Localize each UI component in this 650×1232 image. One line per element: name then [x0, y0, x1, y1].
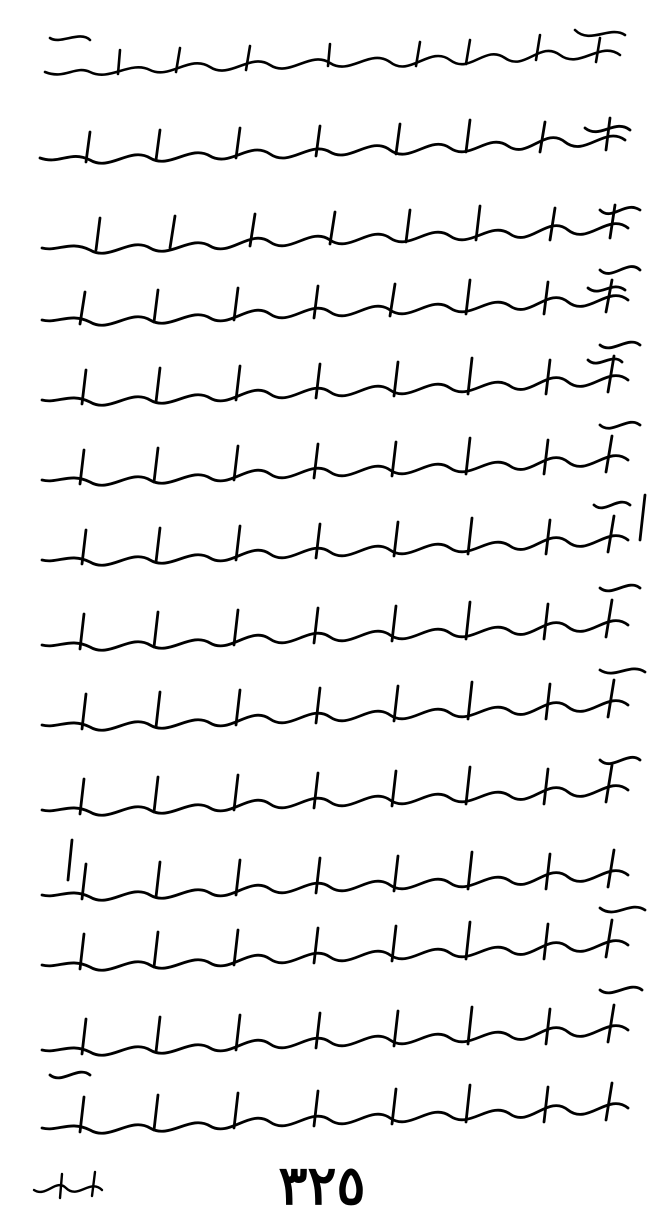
manuscript-line-2 [40, 118, 630, 163]
manuscript-line-6 [42, 422, 640, 485]
manuscript-line-13 [42, 987, 642, 1055]
manuscript-line-5 [42, 342, 640, 405]
manuscript-line-8 [42, 585, 640, 650]
manuscript-line-11 [42, 840, 628, 900]
manuscript-line-9 [42, 669, 645, 730]
manuscript-line-7 [42, 495, 645, 565]
manuscript-line-14 [42, 1072, 628, 1133]
manuscript-line-3 [42, 205, 640, 253]
manuscript-line-1 [45, 30, 625, 75]
manuscript-line-10 [42, 757, 640, 815]
page-number: ٣٢٥ [278, 1153, 366, 1217]
manuscript-line-4 [42, 267, 640, 326]
manuscript-line-12 [42, 907, 645, 970]
catchword [34, 1172, 102, 1198]
